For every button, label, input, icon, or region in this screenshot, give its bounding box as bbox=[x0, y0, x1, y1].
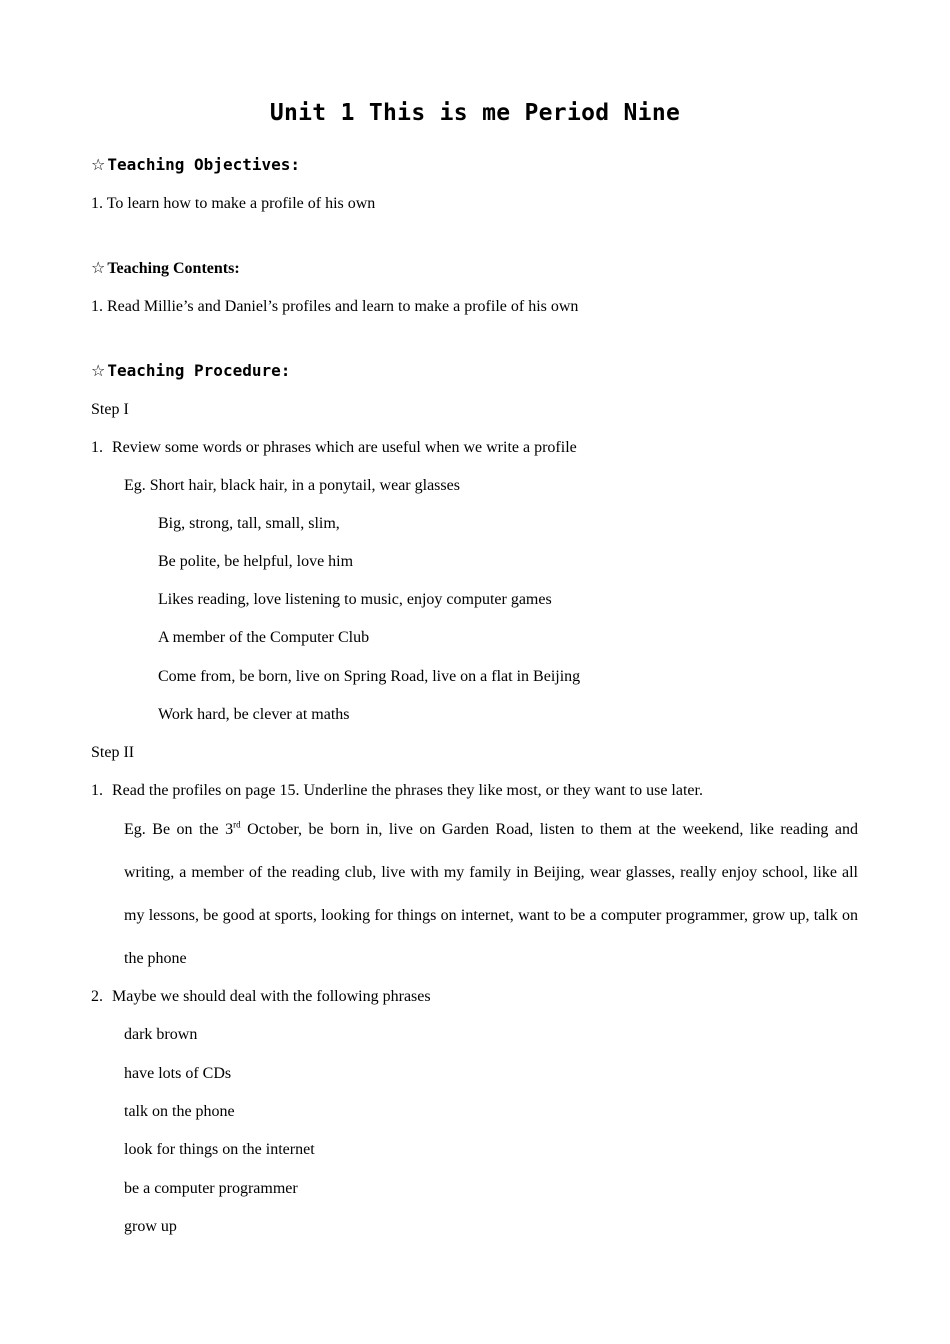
ordinal-suffix: rd bbox=[233, 819, 241, 830]
example-line: Work hard, be clever at maths bbox=[158, 706, 350, 723]
star-icon: ☆ bbox=[91, 258, 106, 277]
page-title: Unit 1 This is me Period Nine bbox=[269, 100, 681, 126]
example-line: Eg. Short hair, black hair, in a ponytail, wear glasses bbox=[124, 477, 460, 494]
phrase-item: have lots of CDs bbox=[124, 1065, 232, 1082]
list-item bbox=[91, 438, 577, 458]
star-icon: ☆ bbox=[91, 361, 106, 380]
phrase-item: talk on the phone bbox=[124, 1103, 235, 1120]
contents-item: 1. Read Millie’s and Daniel’s profiles and learn to make a profile of his own bbox=[91, 298, 579, 315]
list-item-text: Review some words or phrases which are useful when we write a profile bbox=[112, 439, 577, 456]
example-paragraph bbox=[124, 808, 858, 980]
example-text-rest: October, be born in, live on Garden Road, listen to them at the weekend, like reading and writing, a member of the reading club, live with my family in Beijing, wear glasses, really enjoy school, like all my lessons, be good at sports, looking for things on internet, want to be a computer programmer, grow up, talk on the phone bbox=[124, 821, 858, 967]
phrase-item: grow up bbox=[124, 1218, 177, 1235]
phrase-item: be a computer programmer bbox=[124, 1180, 298, 1197]
example-line: Likes reading, love listening to music, enjoy computer games bbox=[158, 591, 552, 608]
phrase-item: look for things on the internet bbox=[124, 1141, 315, 1158]
example-line: A member of the Computer Club bbox=[158, 629, 370, 646]
objectives-heading-label: Teaching Objectives: bbox=[107, 155, 300, 174]
list-item-text: Read the profiles on page 15. Underline the phrases they like most, or they want to use later. bbox=[112, 782, 703, 799]
list-item bbox=[91, 781, 703, 801]
example-text-start: Eg. Be on the 3 bbox=[124, 821, 234, 838]
procedure-heading bbox=[91, 361, 290, 381]
example-line: Come from, be born, live on Spring Road, live on a flat in Beijing bbox=[158, 668, 581, 685]
objectives-heading bbox=[91, 155, 300, 175]
contents-heading-label: Teaching Contents: bbox=[107, 260, 240, 277]
list-item-text: Maybe we should deal with the following phrases bbox=[112, 988, 431, 1005]
step-label: Step II bbox=[91, 744, 135, 761]
procedure-heading-label: Teaching Procedure: bbox=[107, 361, 291, 380]
star-icon: ☆ bbox=[91, 155, 106, 174]
contents-heading bbox=[91, 258, 240, 279]
list-number: 2. bbox=[91, 988, 103, 1005]
list-number: 1. bbox=[91, 439, 103, 456]
example-line: Be polite, be helpful, love him bbox=[158, 553, 354, 570]
list-item bbox=[91, 987, 431, 1007]
phrase-item: dark brown bbox=[124, 1026, 198, 1043]
list-number: 1. bbox=[91, 782, 103, 799]
step-label: Step I bbox=[91, 401, 129, 418]
objectives-item: 1. To learn how to make a profile of his own bbox=[91, 195, 376, 212]
example-line: Big, strong, tall, small, slim, bbox=[158, 515, 340, 532]
